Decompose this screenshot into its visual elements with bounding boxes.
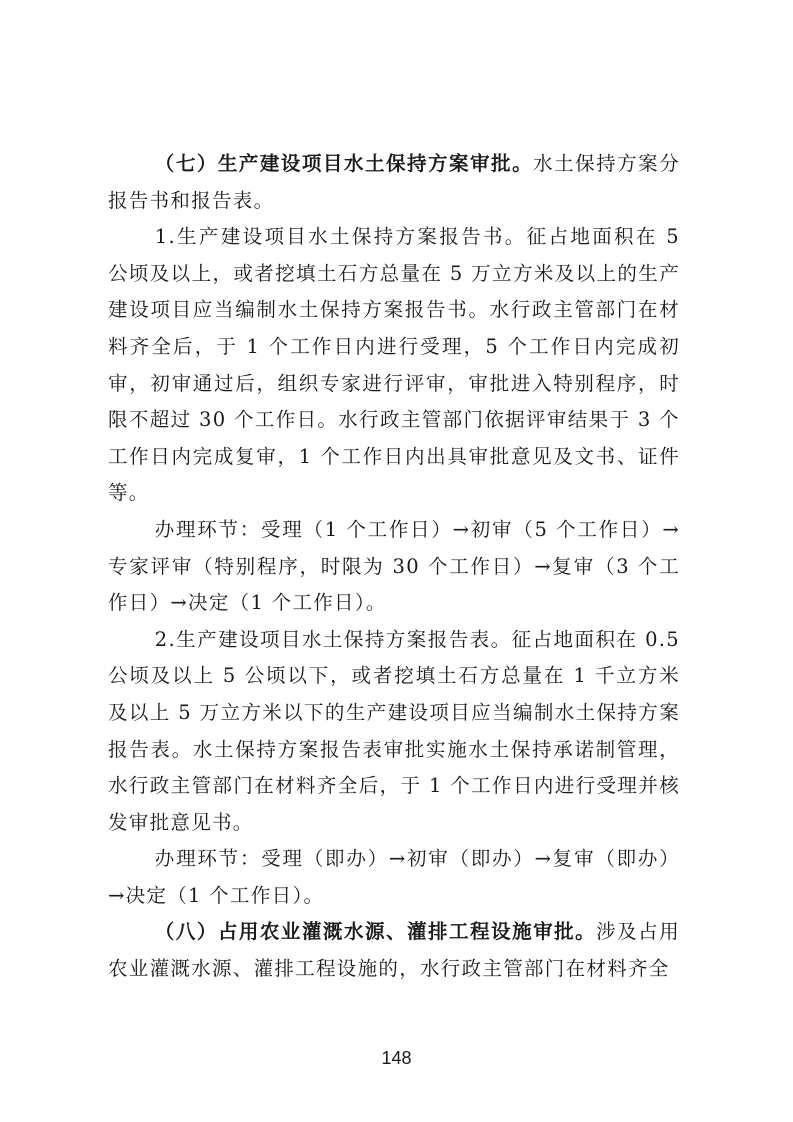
paragraph-text: 2.生产建设项目水土保持方案报告表。征占地面积在 0.5 公顷及以上 5 公顷以下，或者挖填土石方总量在 1 千立方米及以上 5 万立方米以下的生产建设项目应当编制水土保持方案报告表。水土保持方案报告表审批实施水土保持承诺制管理，水行政主管部门在材料齐全后，于 1 个工作日内进行受理并核发审批意见书。 (108, 627, 680, 834)
section-heading: （七）生产建设项目水土保持方案审批。 (154, 152, 534, 175)
paragraph-report-book (108, 219, 680, 512)
paragraph-text: 水土保持方案分报告书和报告表。 (108, 152, 680, 212)
section-heading: （八）占用农业灌溉水源、灌排工程设施审批。 (154, 920, 597, 944)
paragraph-process-steps (108, 512, 680, 622)
page-number: 148 (381, 1048, 412, 1068)
paragraph-text: 办理环节：受理（即办）→初审（即办）→复审（即办）→决定（1 个工作日）。 (108, 847, 680, 907)
paragraph-text: 办理环节：受理（1 个工作日）→初审（5 个工作日）→专家评审（特别程序，时限为 30 个工作日）→复审（3 个工作日）→决定（1 个工作日）。 (108, 517, 680, 615)
paragraph-report-form (108, 622, 680, 842)
paragraph-process-steps (108, 841, 680, 914)
paragraph-section-8 (108, 914, 680, 987)
paragraph-text: 1.生产建设项目水土保持方案报告书。征占地面积在 5 公顷及以上，或者挖填土石方总量在 5 万立方米及以上的生产建设项目应当编制水土保持方案报告书。水行政主管部门在材料齐全后，于 1 个工作日内进行受理，5 个工作日内完成初审，初审通过后，组织专家进行评审，审批进入特别程序，时限不超过 30 个工作日。水行政主管部门依据评审结果于 3 个工作日内完成复审，1 个工作日内出具审批意见及文书、证件等。 (108, 225, 680, 505)
body-text (108, 146, 680, 988)
paragraph-text: 涉及占用农业灌溉水源、灌排工程设施的，水行政主管部门在材料齐全 (108, 920, 680, 981)
paragraph-section-7 (108, 146, 680, 219)
